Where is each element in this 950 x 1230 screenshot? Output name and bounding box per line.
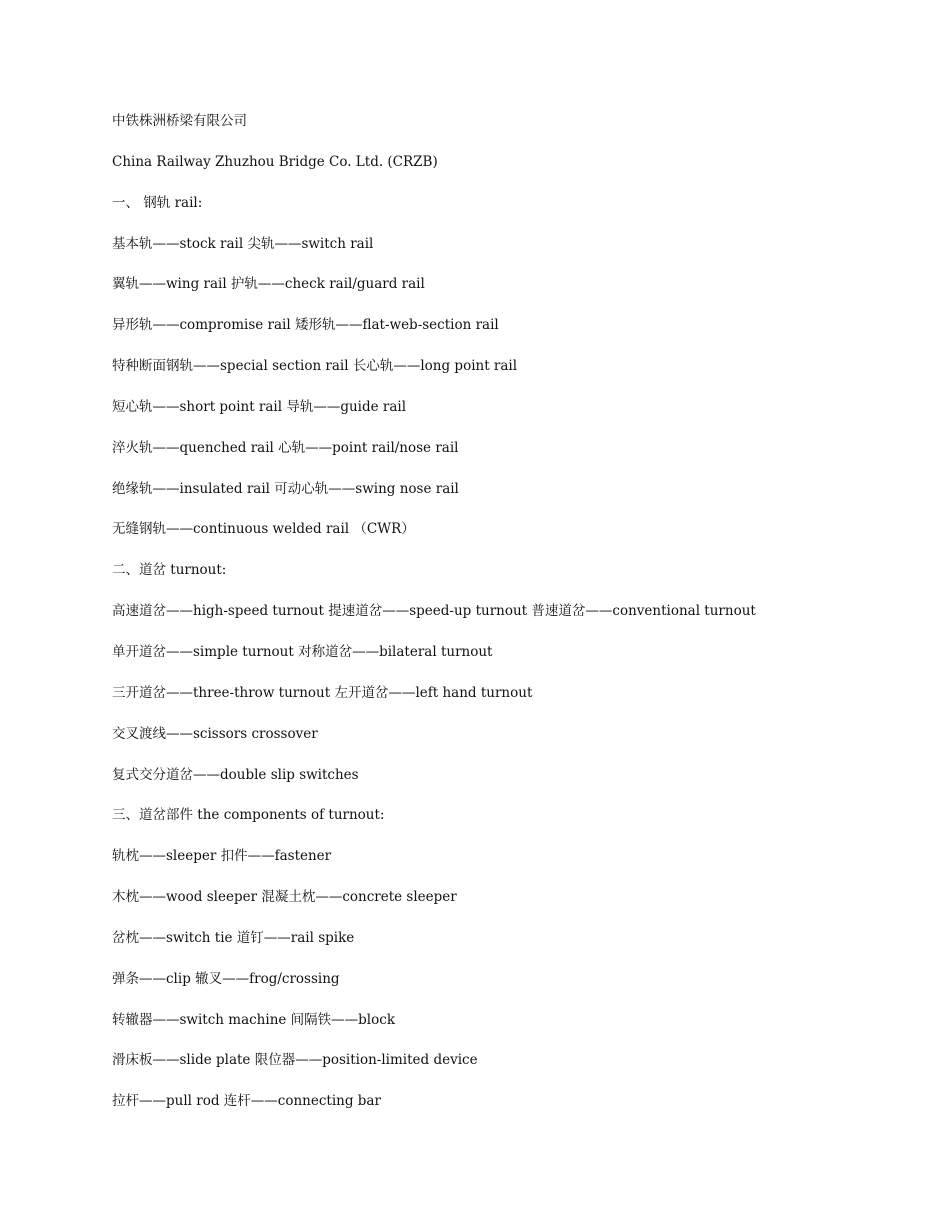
glossary-line: 翼轨——wing rail 护轨——check rail/guard rail	[112, 276, 425, 293]
glossary-line: 滑床板——slide plate 限位器——position-limited device	[112, 1052, 478, 1069]
company-name-english: China Railway Zhuzhou Bridge Co. Ltd. (CRZB)	[112, 153, 438, 170]
glossary-line: 短心轨——short point rail 导轨——guide rail	[112, 398, 407, 415]
glossary-line: 淬火轨——quenched rail 心轨——point rail/nose rail	[112, 439, 459, 456]
glossary-line: 异形轨——compromise rail 矮形轨——flat-web-section rail	[112, 317, 499, 334]
glossary-line: 无缝钢轨——continuous welded rail （CWR）	[112, 521, 415, 538]
section-heading-turnout: 二、道岔 turnout:	[112, 562, 227, 579]
section-heading-components: 三、道岔部件 the components of turnout:	[112, 807, 385, 824]
glossary-line: 特种断面钢轨——special section rail 长心轨——long point rail	[112, 358, 518, 375]
glossary-line: 转辙器——switch machine 间隔铁——block	[112, 1011, 395, 1028]
glossary-line: 弹条——clip 辙叉——frog/crossing	[112, 970, 340, 987]
glossary-line: 木枕——wood sleeper 混凝土枕——concrete sleeper	[112, 889, 457, 906]
glossary-line: 交叉渡线——scissors crossover	[112, 725, 318, 742]
glossary-line: 轨枕——sleeper 扣件——fastener	[112, 848, 332, 865]
glossary-line: 单开道岔——simple turnout 对称道岔——bilateral turnout	[112, 643, 493, 660]
company-name-chinese: 中铁株洲桥梁有限公司	[112, 113, 247, 129]
document-body	[112, 111, 912, 1132]
glossary-line: 拉杆——pull rod 连杆——connecting bar	[112, 1093, 381, 1110]
glossary-line: 三开道岔——three-throw turnout 左开道岔——left hand turnout	[112, 684, 533, 701]
glossary-line: 基本轨——stock rail 尖轨——switch rail	[112, 235, 374, 252]
section-heading-rail: 一、 钢轨 rail:	[112, 194, 203, 211]
glossary-line: 岔枕——switch tie 道钉——rail spike	[112, 929, 355, 946]
glossary-line: 复式交分道岔——double slip switches	[112, 766, 359, 783]
glossary-line: 绝缘轨——insulated rail 可动心轨——swing nose rail	[112, 480, 459, 497]
glossary-line: 高速道岔——high-speed turnout 提速道岔——speed-up turnout 普速道岔——conventional turnout	[112, 603, 756, 620]
